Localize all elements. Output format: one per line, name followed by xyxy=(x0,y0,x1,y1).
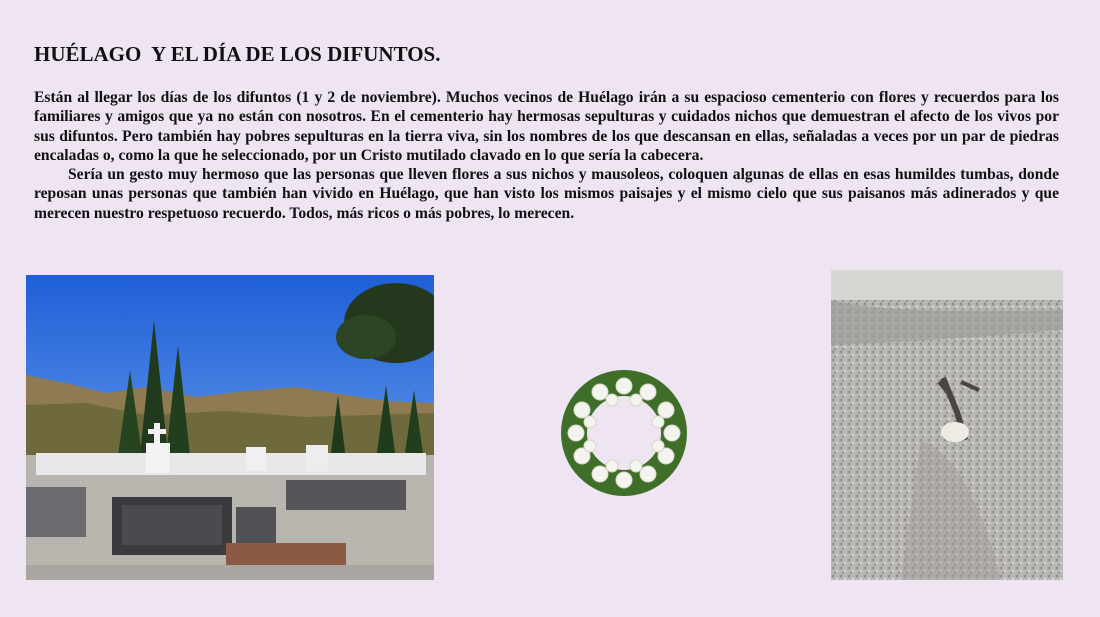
page-title: HUÉLAGO Y EL DÍA DE LOS DIFUNTOS. xyxy=(34,42,441,66)
paragraph-1: Están al llegar los días de los difuntos (1 y 2 de noviembre). Muchos vecinos de Huélago irán a su espacioso cementerio con flores y recuerdos para los familiares y amigos que ya no están con nosotros. En el cementerio hay hermosas sepulturas y cuidados nichos que demuestran el afecto de los vivos por sus difuntos. Pero también hay pobres sepulturas en la tierra viva, sin los nombres de los que descansan en ellas, señaladas a veces por un par de piedras encaladas o, como la que he seleccionado, por un Cristo mutilado clavado en lo que sería la cabecera. xyxy=(34,89,1059,164)
grave-photo xyxy=(831,270,1063,580)
wreath-photo xyxy=(558,370,690,496)
article-body xyxy=(34,88,1059,223)
cemetery-photo xyxy=(26,275,434,580)
paragraph-2: Sería un gesto muy hermoso que las personas que lleven flores a sus nichos y mausoleos, coloquen algunas de ellas en esas humildes tumbas, donde reposan unas personas que también han vivido en Huélago, que han visto los mismos paisajes y el mismo cielo que sus paisanos más adinerados y que merecen nuestro respetuoso recuerdo. Todos, más ricos o más pobres, lo merecen. xyxy=(34,166,1059,222)
